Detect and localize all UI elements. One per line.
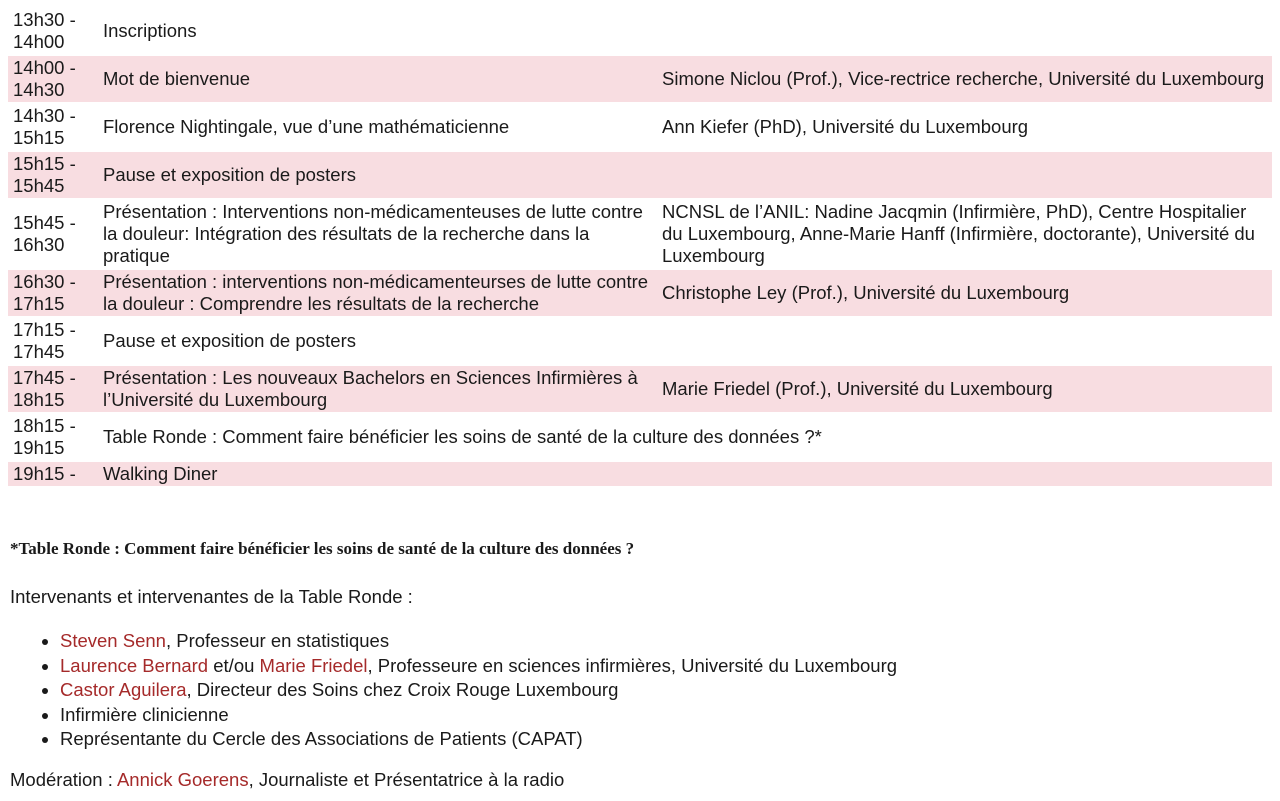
schedule-row bbox=[8, 414, 1272, 460]
session-title: Présentation : interventions non-médicamenteurses de lutte contre la douleur : Comprendre les résultats de la recherche bbox=[99, 270, 658, 316]
schedule-row bbox=[8, 56, 1272, 102]
schedule-row bbox=[8, 152, 1272, 198]
session-speaker: Marie Friedel (Prof.), Université du Luxembourg bbox=[658, 366, 1272, 412]
session-title: Présentation : Les nouveaux Bachelors en Sciences Infirmières à l’Université du Luxembourg bbox=[99, 366, 658, 412]
moderator-link[interactable]: Annick Goerens bbox=[116, 769, 249, 790]
schedule-body bbox=[8, 8, 1272, 486]
session-title: Pause et exposition de posters bbox=[99, 152, 658, 198]
panelist-name-link[interactable]: Castor Aguilera bbox=[60, 679, 187, 700]
panel-intro: Intervenants et intervenantes de la Table Ronde : bbox=[10, 586, 413, 607]
session-speaker bbox=[658, 8, 1272, 54]
session-time: 18h15 - 19h15 bbox=[13, 415, 76, 458]
session-speaker: NCNSL de l’ANIL: Nadine Jacqmin (Infirmière, PhD), Centre Hospitalier du Luxembourg, Anne-Marie Hanff (Infirmière, doctorante), Université du Luxembourg bbox=[662, 201, 1255, 266]
session-speaker: Ann Kiefer (PhD), Université du Luxembourg bbox=[662, 116, 1029, 137]
schedule-row bbox=[8, 462, 1272, 486]
panelist-item bbox=[60, 727, 897, 752]
panelist-name-link[interactable]: Laurence Bernard bbox=[60, 654, 209, 676]
schedule-row bbox=[8, 366, 1272, 412]
session-title: Florence Nightingale, vue d’une mathématicienne bbox=[103, 116, 510, 137]
schedule-table bbox=[8, 6, 1272, 488]
panelist-name-link[interactable]: Steven Senn bbox=[60, 630, 166, 651]
schedule-row bbox=[8, 8, 1272, 54]
session-title: Walking Diner bbox=[99, 462, 1272, 486]
session-title: Table Ronde : Comment faire bénéficier les soins de santé de la culture des données ?* bbox=[103, 426, 822, 447]
panelist-item bbox=[60, 678, 897, 703]
panelist-list bbox=[10, 629, 897, 752]
panelist-text: , Directeur des Soins chez Croix Rouge Luxembourg bbox=[186, 679, 619, 700]
session-title: Présentation : Interventions non-médicamenteuses de lutte contre la douleur: Intégration des résultats de la recherche dans la pratique bbox=[103, 201, 643, 266]
moderator-role: , Journaliste et Présentatrice à la radio bbox=[248, 769, 565, 790]
session-time: 17h15 - 17h45 bbox=[13, 319, 76, 362]
session-title: Mot de bienvenue bbox=[99, 56, 658, 102]
session-speaker: Simone Niclou (Prof.), Vice-rectrice recherche, Université du Luxembourg bbox=[658, 56, 1272, 102]
session-title: Inscriptions bbox=[103, 20, 197, 41]
panelist-item bbox=[60, 629, 897, 654]
session-time: 13h30 - 14h00 bbox=[13, 9, 76, 52]
session-title: Pause et exposition de posters bbox=[103, 330, 356, 351]
panelist-text: Représentante du Cercle des Associations de Patients (CAPAT) bbox=[60, 728, 583, 749]
panelist-item bbox=[60, 703, 897, 728]
session-time: 14h00 - 14h30 bbox=[8, 56, 99, 102]
session-time: 14h30 - 15h15 bbox=[13, 105, 76, 148]
panelist-text: , Professeur en statistiques bbox=[165, 630, 390, 651]
session-time: 15h15 - 15h45 bbox=[8, 152, 99, 198]
session-time: 17h45 - 18h15 bbox=[8, 366, 99, 412]
session-time: 16h30 - 17h15 bbox=[8, 270, 99, 316]
session-speaker bbox=[658, 318, 1272, 364]
panelist-item bbox=[60, 654, 897, 679]
schedule-row bbox=[8, 200, 1272, 268]
table-ronde-heading: *Table Ronde : Comment faire bénéficier les soins de santé de la culture des données ? bbox=[10, 539, 635, 558]
schedule-row bbox=[8, 104, 1272, 150]
schedule-row bbox=[8, 318, 1272, 364]
panelist-text: , Professeure en sciences infirmières, Université du Luxembourg bbox=[367, 654, 898, 676]
session-speaker bbox=[658, 152, 1272, 198]
moderation-line bbox=[10, 769, 564, 791]
panelist-text: Infirmière clinicienne bbox=[60, 703, 229, 725]
panelist-text: et/ou bbox=[208, 654, 260, 676]
moderation-label: Modération : bbox=[10, 769, 117, 790]
session-time: 19h15 - bbox=[8, 462, 99, 486]
session-speaker: Christophe Ley (Prof.), Université du Luxembourg bbox=[658, 270, 1272, 316]
panelist-name-link[interactable]: Marie Friedel bbox=[259, 654, 368, 676]
session-time: 15h45 - 16h30 bbox=[13, 212, 76, 255]
schedule-row bbox=[8, 270, 1272, 316]
